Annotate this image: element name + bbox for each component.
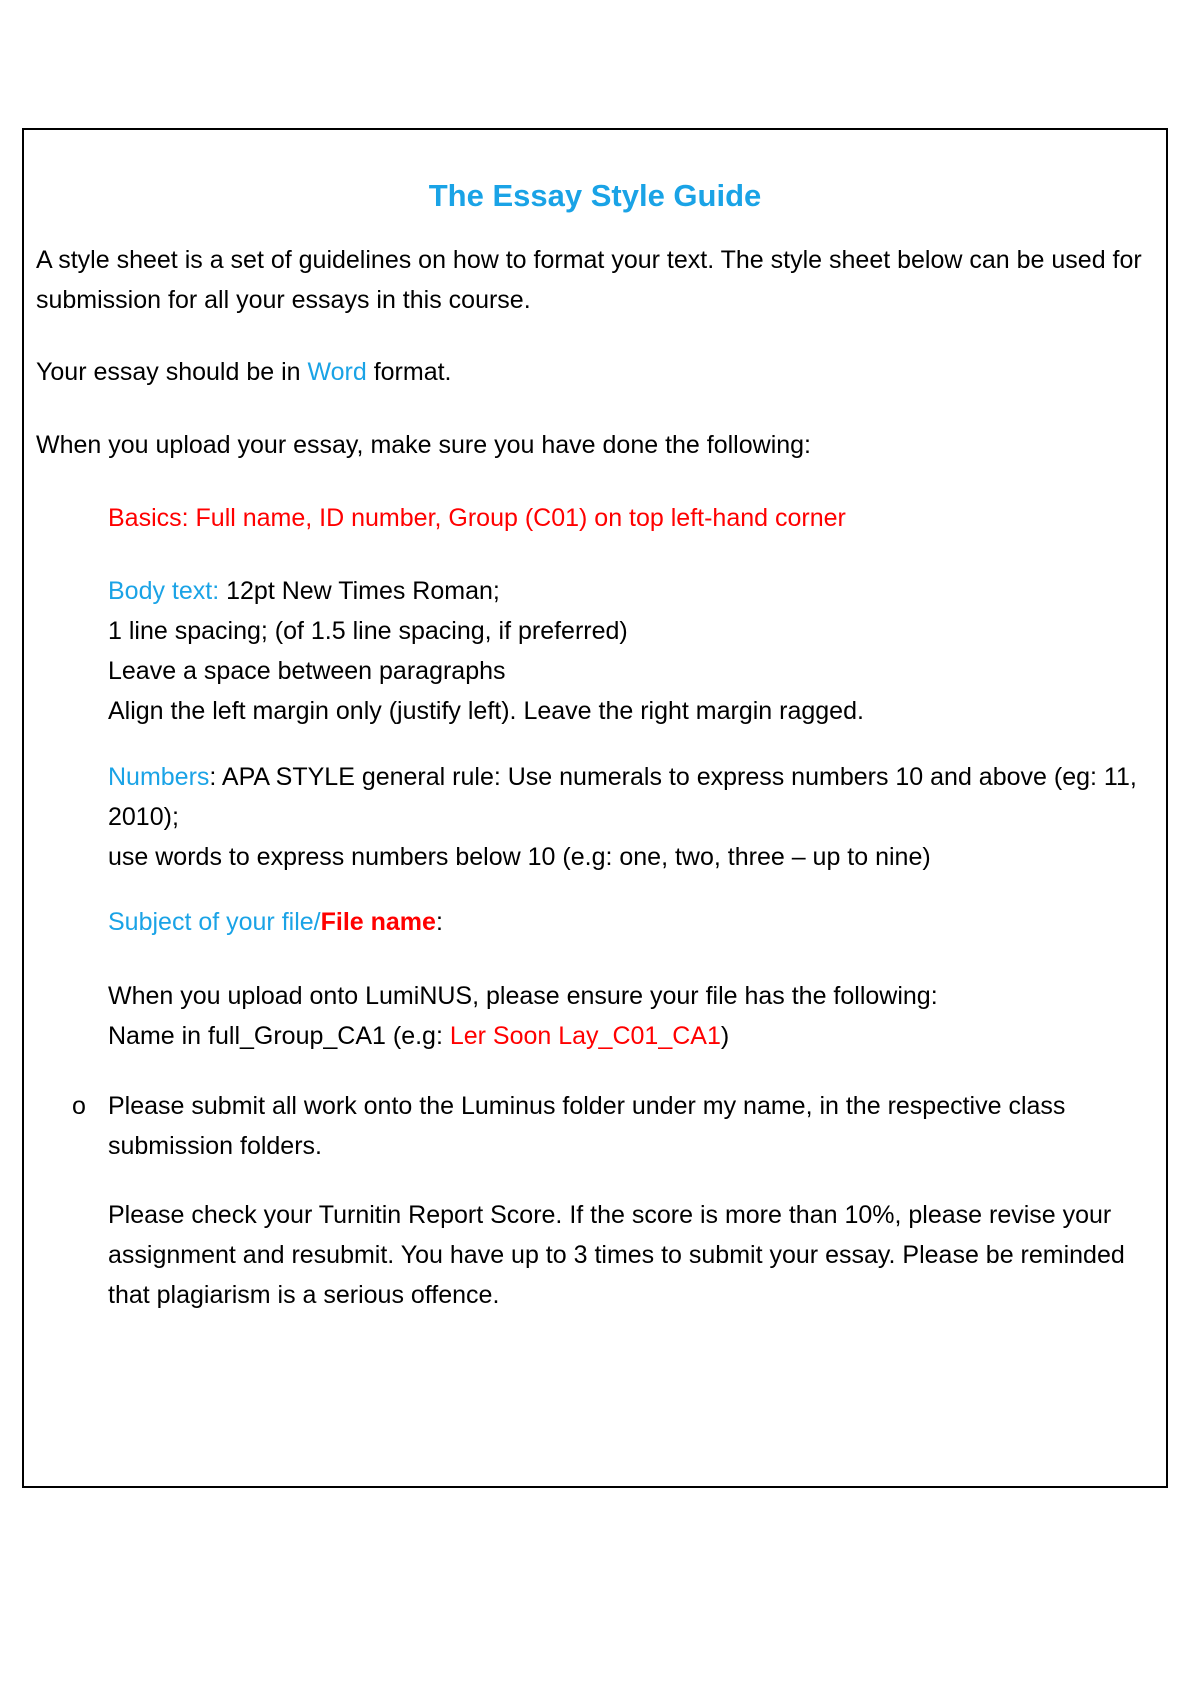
- numbers-label: Numbers: [108, 763, 210, 791]
- numbers-words-rule: use words to express numbers below 10 (e.g: one, two, three – up to nine): [108, 843, 931, 871]
- luminus-section: [108, 976, 1146, 1056]
- naming-prefix: Name in full_Group_CA1 (e.g:: [108, 1022, 450, 1050]
- file-name-label: File name: [320, 908, 436, 936]
- format-word-highlight: Word: [307, 358, 367, 386]
- submission-bullet: Please submit all work onto the Luminus folder under my name, in the respective class submission folders.: [108, 1092, 1066, 1160]
- luminus-line: When you upload onto LumiNUS, please ensure your file has the following:: [108, 982, 938, 1010]
- page-title: The Essay Style Guide: [428, 178, 762, 213]
- format-prefix: Your essay should be in: [36, 358, 308, 386]
- naming-example: Ler Soon Lay_C01_CA1: [449, 1022, 721, 1050]
- bullet-marker: o: [72, 1092, 86, 1120]
- numbers-text: : APA STYLE general rule: Use numerals to express numbers 10 and above (eg: 11, 2010);: [108, 763, 1137, 831]
- body-text-first-line: [108, 571, 1146, 611]
- format-paragraph: [36, 352, 1146, 392]
- body-text-section: [108, 571, 1146, 731]
- file-name-colon: :: [435, 908, 443, 936]
- naming-suffix: ): [720, 1022, 730, 1050]
- basics-requirement: Basics: Full name, ID number, Group (C01) on top left-hand corner: [108, 504, 846, 532]
- luminus-naming-line: [108, 1016, 1146, 1056]
- intro-paragraph: A style sheet is a set of guidelines on how to format your text. The style sheet below can be used for submission for all your essays in this course.: [36, 246, 1142, 314]
- format-suffix: format.: [366, 358, 452, 386]
- body-text-line: Align the left margin only (justify left). Leave the right margin ragged.: [108, 697, 864, 725]
- body-text-line: Leave a space between paragraphs: [108, 657, 506, 685]
- numbers-section: [108, 757, 1146, 877]
- body-text-label: Body text:: [108, 577, 220, 605]
- file-subject-label: Subject of your file/: [108, 908, 321, 936]
- body-text-font: 12pt New Times Roman;: [219, 577, 500, 605]
- upload-intro: When you upload your essay, make sure you have done the following:: [36, 431, 811, 459]
- style-guide-box: [22, 128, 1168, 1488]
- file-name-heading: [108, 902, 1146, 942]
- body-text-line: 1 line spacing; (of 1.5 line spacing, if preferred): [108, 617, 628, 645]
- numbers-rule: [108, 757, 1146, 837]
- turnitin-paragraph: Please check your Turnitin Report Score. If the score is more than 10%, please revise your assignment and resubmit. You have up to 3 times to submit your essay. Please be reminded that plagiarism is a serious offence.: [108, 1201, 1125, 1309]
